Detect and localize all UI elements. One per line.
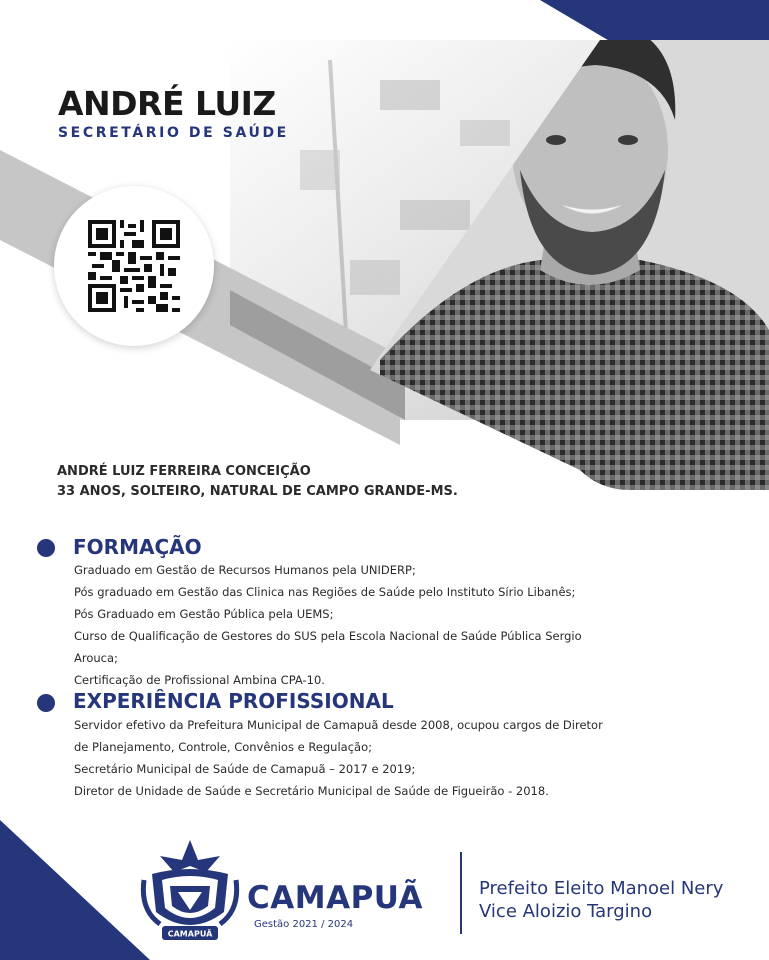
personal-details: 33 ANOS, SOLTEIRO, NATURAL DE CAMPO GRANDE-MS. — [57, 484, 458, 499]
list-item: Certificação de Profissional Ambina CPA-10. — [74, 673, 325, 687]
list-item: Pós graduado em Gestão das Clinica nas Regiões de Saúde pelo Instituto Sírio Libanês; — [74, 585, 576, 599]
list-item: Diretor de Unidade de Saúde e Secretário Municipal de Saúde de Figueirão - 2018. — [74, 784, 549, 798]
qr-code-icon — [88, 220, 180, 312]
section-title-experiencia: EXPERIÊNCIA PROFISSIONAL — [73, 689, 394, 713]
list-item: de Planejamento, Controle, Convênios e Regulação; — [74, 740, 372, 754]
qr-code-badge — [54, 186, 214, 346]
list-item: Graduado em Gestão de Recursos Humanos pela UNIDERP; — [74, 563, 416, 577]
list-item: Arouca; — [74, 651, 118, 665]
identity-block — [57, 462, 458, 502]
list-item: Pós Graduado em Gestão Pública pela UEMS; — [74, 607, 334, 621]
mayor-block — [479, 877, 723, 923]
mayor-name: Prefeito Eleito Manoel Nery — [479, 878, 724, 899]
list-item: Secretário Municipal de Saúde de Camapuã – 2017 e 2019; — [74, 762, 416, 776]
crest-label: CAMAPUÃ — [167, 929, 213, 939]
corner-triangle-bottom — [0, 820, 150, 960]
full-name: ANDRÉ LUIZ FERREIRA CONCEIÇÃO — [57, 464, 311, 479]
municipal-crest-icon — [140, 840, 240, 944]
bullet-dot-icon — [37, 694, 55, 712]
section-title-formacao: FORMAÇÃO — [73, 535, 202, 559]
experiencia-list — [74, 714, 674, 802]
vice-name: Vice Aloizio Targino — [479, 901, 653, 922]
city-name: CAMAPUÃ — [247, 880, 424, 916]
page-title: ANDRÉ LUIZ — [58, 84, 276, 123]
list-item: Curso de Qualificação de Gestores do SUS pela Escola Nacional de Saúde Pública Sergio — [74, 629, 582, 643]
list-item: Servidor efetivo da Prefeitura Municipal de Camapuã desde 2008, ocupou cargos de Diretor — [74, 718, 603, 732]
formacao-list — [74, 559, 674, 691]
gestao-period: Gestão 2021 / 2024 — [254, 919, 354, 930]
page-subtitle: SECRETÁRIO DE SAÚDE — [58, 125, 289, 141]
bullet-dot-icon — [37, 539, 55, 557]
footer-divider — [460, 852, 462, 934]
